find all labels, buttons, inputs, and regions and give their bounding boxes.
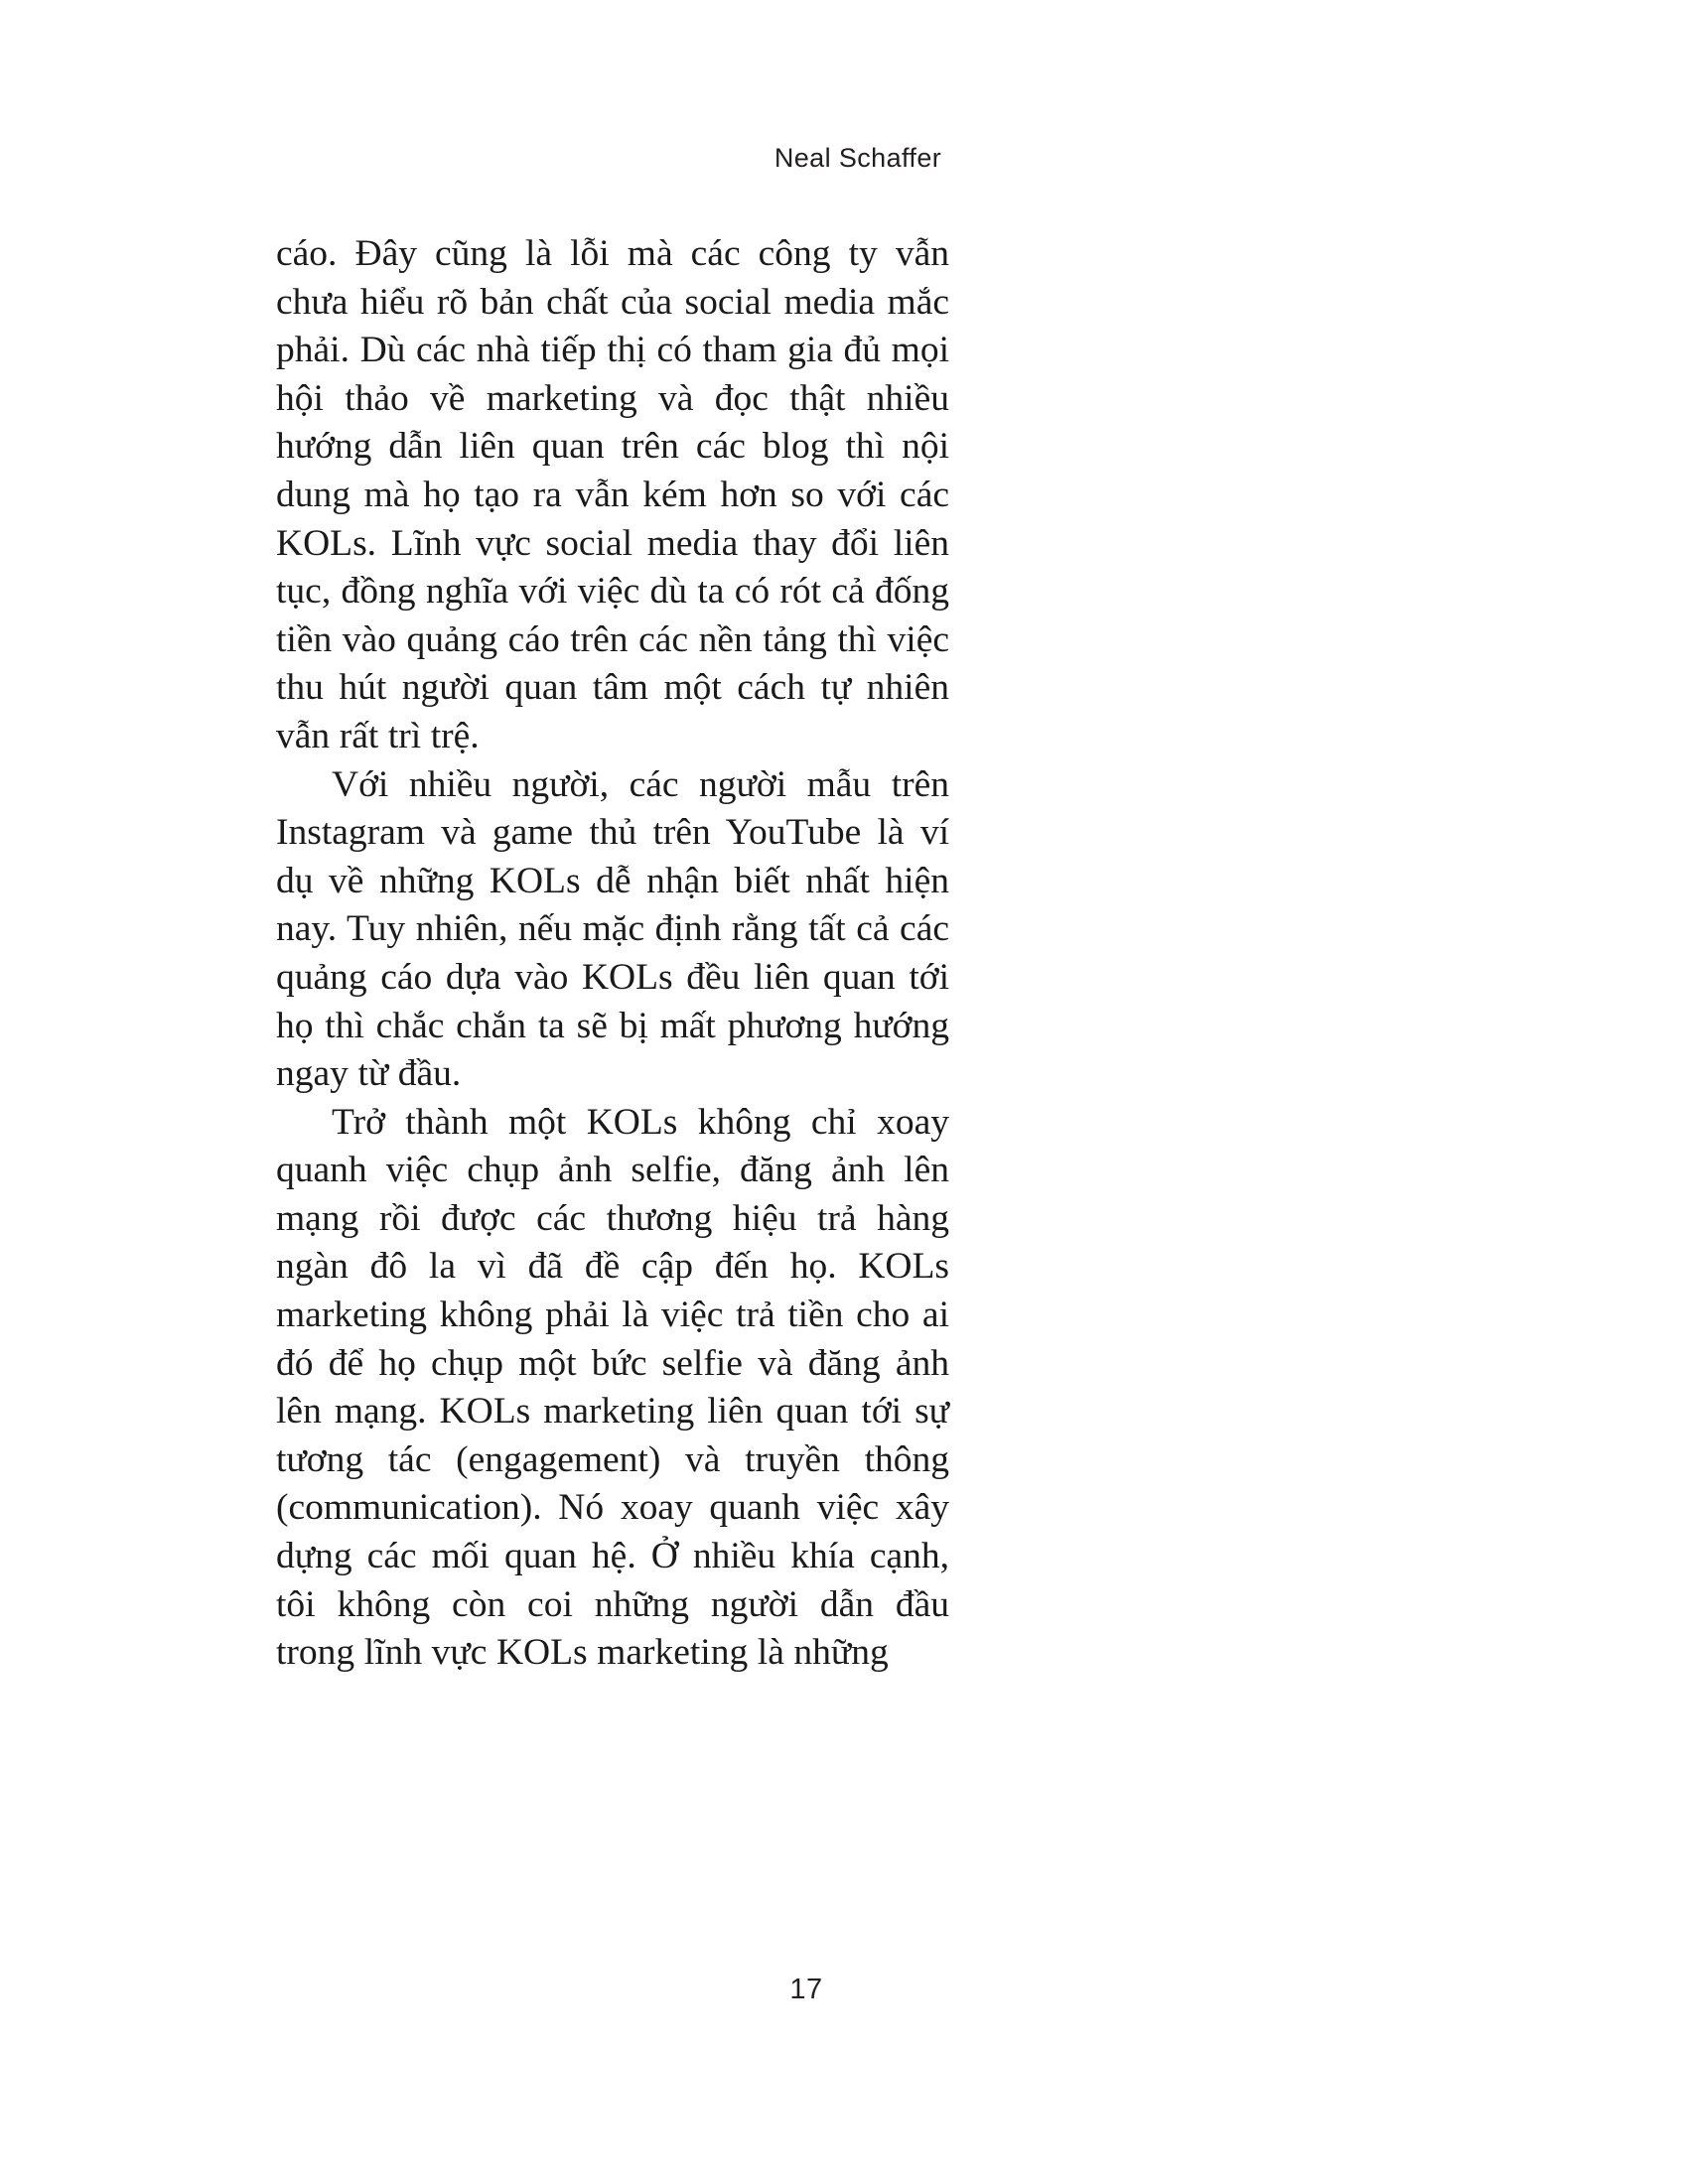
paragraph-continued: cáo. Đây cũng là lỗi mà các công ty vẫn chưa hiểu rõ bản chất của social media mắc phải. Dù các nhà tiếp thị có tham gia đủ mọi hội thảo về marketing và đọc thật nhiều hướng dẫn liên quan trên các blog thì nội dung mà họ tạo ra vẫn kém hơn so với các KOLs. Lĩnh vực social media thay đổi liên tục, đồng nghĩa với việc dù ta có rót cả đống tiền vào quảng cáo trên các nền tảng thì việc thu hút người quan tâm một cách tự nhiên vẫn rất trì trệ. [276,233,949,756]
page-number-text: 17 [789,1974,823,2005]
page-number [0,1974,1688,2006]
running-head-text: Neal Schaffer [774,143,942,173]
running-head [0,143,1688,174]
paragraph-3: Trở thành một KOLs không chỉ xoay quanh việc chụp ảnh selfie, đăng ảnh lên mạng rồi được các thương hiệu trả hàng ngàn đô la vì đã đề cập đến họ. KOLs marketing không phải là việc trả tiền cho ai đó để họ chụp một bức selfie và đăng ảnh lên mạng. KOLs marketing liên quan tới sự tương tác (engagement) và truyền thông (communication). Nó xoay quanh việc xây dựng các mối quan hệ. Ở nhiều khía cạnh, tôi không còn coi những người dẫn đầu trong lĩnh vực KOLs marketing là những [276,1101,949,1674]
body-text-block [276,230,949,1678]
paragraph-2: Với nhiều người, các người mẫu trên Instagram và game thủ trên YouTube là ví dụ về những KOLs dễ nhận biết nhất hiện nay. Tuy nhiên, nếu mặc định rằng tất cả các quảng cáo dựa vào KOLs đều liên quan tới họ thì chắc chắn ta sẽ bị mất phương hướng ngay từ đầu. [276,763,949,1095]
